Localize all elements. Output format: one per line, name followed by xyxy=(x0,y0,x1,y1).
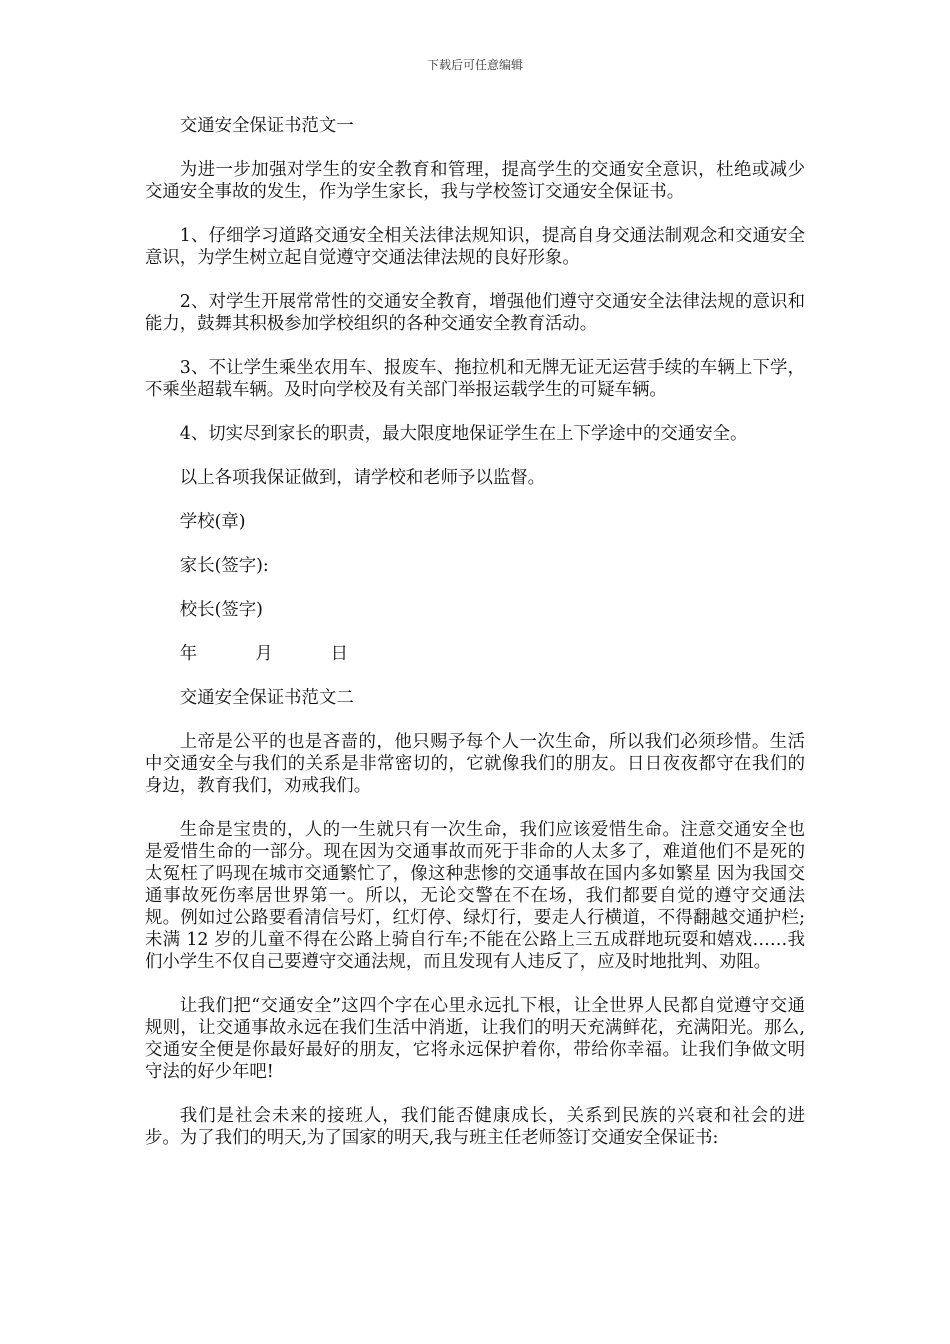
document-body xyxy=(145,115,805,1171)
section2-paragraph-2: 生命是宝贵的，人的一生就只有一次生命，我们应该爱惜生命。注意交通安全也是爱惜生命的一部分。现在因为交通事故而死于非命的人太多了，难道他们不是死的太冤枉了吗现在城市交通繁忙了，像这种悲惨的交通事故在国内多如繁星 因为我国交通事故死伤率居世界第一。所以，无论交警在不在场，我们都要自觉的遵守交通法规。例如过公路要看清信号灯，红灯停、绿灯行，要走人行横道，不得翻越交通护栏;未满 12 岁的儿童不得在公路上骑自行车;不能在公路上三五成群地玩耍和嬉戏……我们小学生不仅自己要遵守交通法规，而且发现有人违反了，应及时地批判、劝阻。 xyxy=(145,820,805,972)
date-year: 年 xyxy=(179,644,198,664)
section2-paragraph-4: 我们是社会未来的接班人，我们能否健康成长，关系到民族的兴衰和社会的进步。为了我们的明天,为了国家的明天,我与班主任老师签订交通安全保证书: xyxy=(145,1106,805,1148)
section1-intro: 为进一步加强对学生的安全教育和管理，提高学生的交通安全意识，杜绝或减少交通安全事故的发生，作为学生家长，我与学校签订交通安全保证书。 xyxy=(145,160,805,202)
section1-item-4: 4、切实尽到家长的职责，最大限度地保证学生在上下学途中的交通安全。 xyxy=(179,424,748,444)
section2-paragraph-1: 上帝是公平的也是吝啬的，他只赐予每个人一次生命，所以我们必须珍惜。生活中交通安全与我们的关系是非常密切的，它就像我们的朋友。日日夜夜都守在我们的身边，教育我们，劝戒我们。 xyxy=(145,732,805,796)
section1-closing: 以上各项我保证做到，请学校和老师予以监督。 xyxy=(179,468,546,488)
section1-title: 交通安全保证书范文一 xyxy=(179,116,354,136)
page-header-note: 下载后可任意编辑 xyxy=(426,58,523,72)
parent-signature-line: 家长(签字): xyxy=(179,556,269,576)
section1-item-1: 1、仔细学习道路交通安全相关法律法规知识，提高自身交通法制观念和交通安全意识，为学生树立起自觉遵守交通法律法规的良好形象。 xyxy=(145,226,805,268)
date-day: 日 xyxy=(330,644,349,664)
school-seal-line: 学校(章) xyxy=(179,512,246,532)
section2-title: 交通安全保证书范文二 xyxy=(179,688,354,708)
date-month: 月 xyxy=(255,644,273,664)
section1-item-2: 2、对学生开展常常性的交通安全教育，增强他们遵守交通安全法律法规的意识和能力，鼓舞其积极参加学校组织的各种交通安全教育活动。 xyxy=(145,292,805,334)
date-line xyxy=(145,643,805,665)
principal-signature-line: 校长(签字) xyxy=(179,600,263,620)
section1-item-3: 3、不让学生乘坐农用车、报废车、拖拉机和无牌无证无运营手续的车辆上下学，不乘坐超载车辆。及时向学校及有关部门举报运载学生的可疑车辆。 xyxy=(145,358,805,400)
section2-paragraph-3: 让我们把“交通安全”这四个字在心里永远扎下根，让全世界人民都自觉遵守交通规则，让交通事故永远在我们生活中消逝，让我们的明天充满鲜花，充满阳光。那么,交通安全便是你最好最好的朋友，它将永远保护着你，带给你幸福。让我们争做文明守法的好少年吧! xyxy=(145,996,805,1082)
